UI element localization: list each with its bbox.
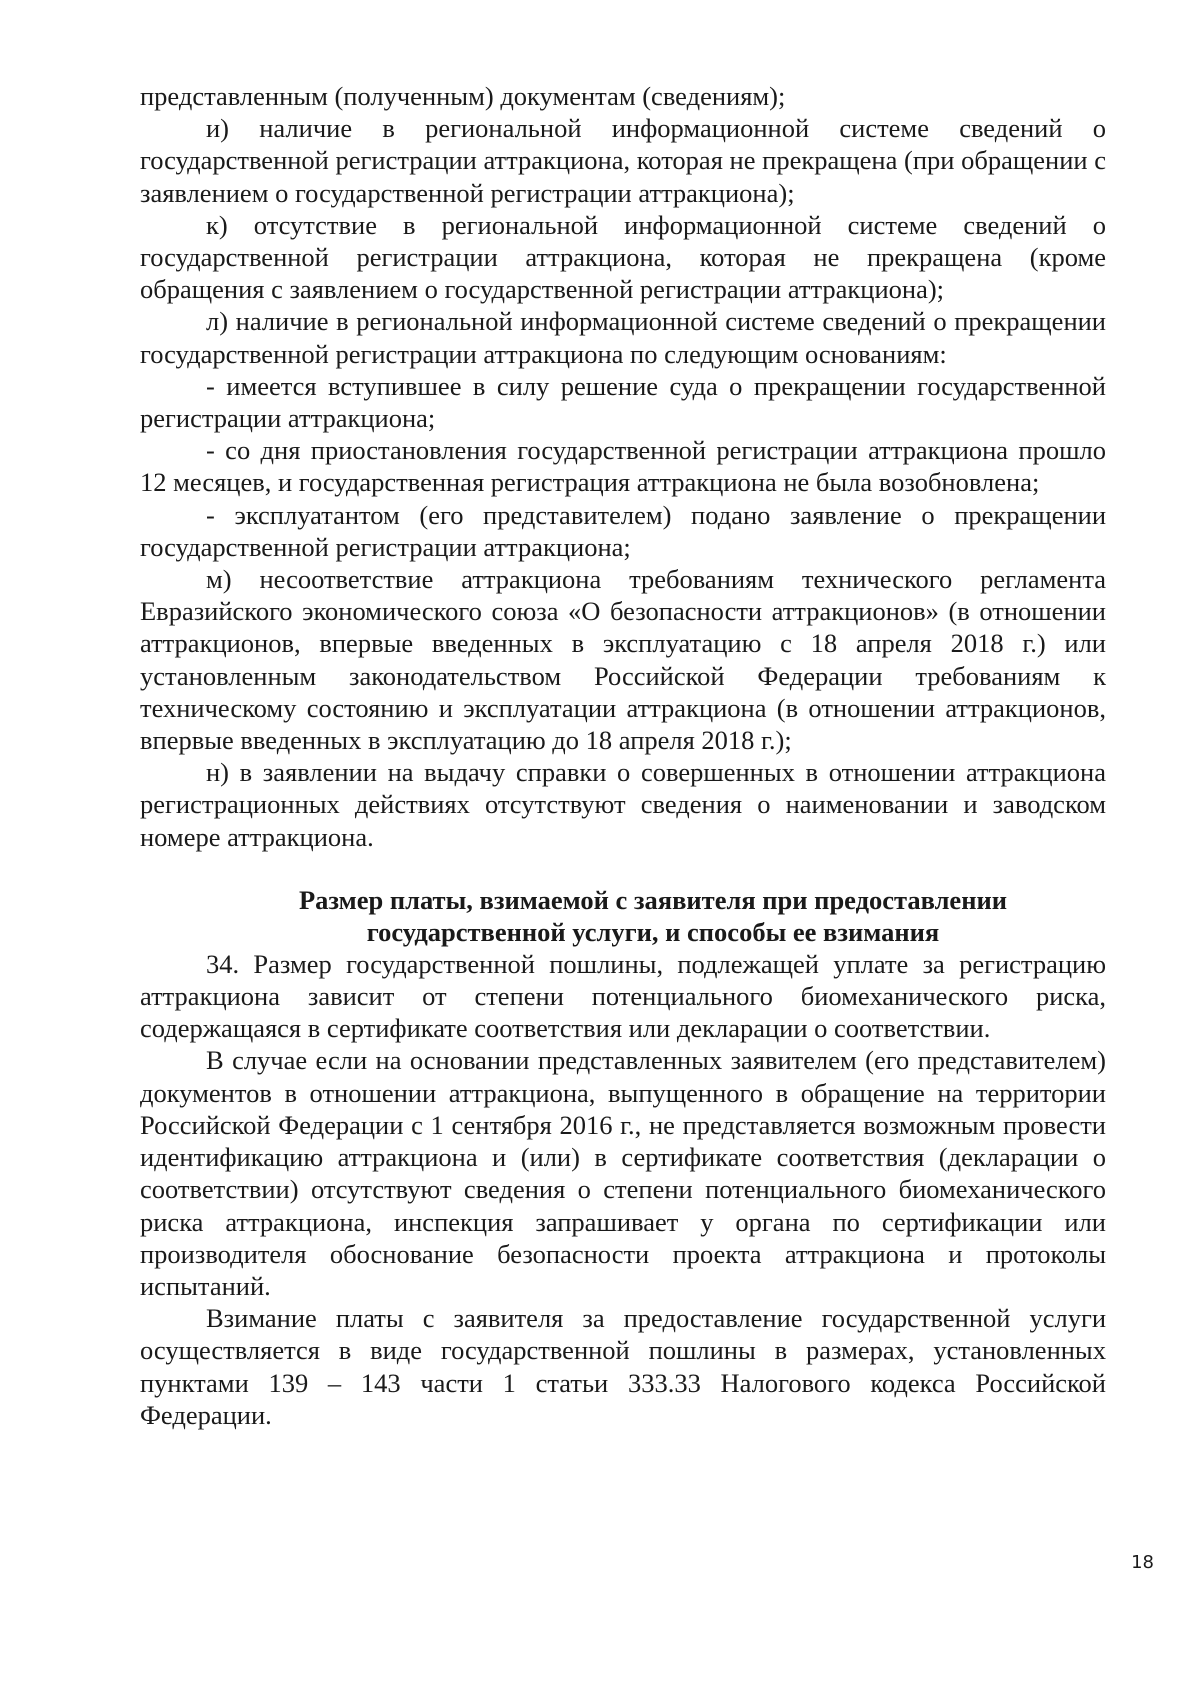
paragraph-continuation: представленным (полученным) документам (сведениям); <box>140 81 786 111</box>
paragraph-dash-court-decision: - имеется вступившее в силу решение суда о прекращении государственной регистрации аттракциона; <box>140 370 1106 434</box>
paragraph-item-n: н) в заявлении на выдачу справки о совершенных в отношении аттракциона регистрационных действиях отсутствуют сведения о наименовании и заводском номере аттракциона. <box>140 757 1106 852</box>
section-heading-line1: Размер платы, взимаемой с заявителя при предоставлении <box>298 884 1008 915</box>
paragraph-item-k: к) отсутствие в региональной информационной системе сведений о государственной регистрации аттракциона, которая не прекращена (кроме обращения с заявлением о государственной регистрации аттракциона); <box>140 209 1106 305</box>
paragraph-item-l: л) наличие в региональной информационной системе сведений о прекращении государственной регистрации аттракциона по следующим основаниям: <box>140 306 1106 369</box>
paragraph-item-i: и) наличие в региональной информационной системе сведений о государственной регистрации аттракциона, которая не прекращена (при обращении с заявлением о государственной регистрации аттракциона); <box>140 113 1106 208</box>
paragraph-34: 34. Размер государственной пошлины, подлежащей уплате за регистрацию аттракциона зависит от степени потенциального биомеханического риска, содержащаяся в сертификате соответствия или декларации о соответствии. <box>140 948 1106 1044</box>
section-heading <box>140 884 1106 948</box>
paragraph-identification: В случае если на основании представленных заявителем (его представителем) документов в отношении аттракциона, выпущенного в обращение на территории Российской Федерации с 1 сентября 2016 г., не представляется возможным провести идентификацию аттракциона и (или) в сертификате соответствия (декларации о соответствии) отсутствуют сведения о степени потенциального биомеханического риска аттракциона, инспекция запрашивает у органа по сертификации или производителя обоснование безопасности проекта аттракциона и протоколы испытаний. <box>140 1045 1106 1301</box>
paragraph-dash-suspension: - со дня приостановления государственной регистрации аттракциона прошло 12 месяцев, и государственная регистрация аттракциона не была возобновлена; <box>140 435 1106 498</box>
page-number: 18 <box>1131 1552 1154 1573</box>
section-heading-line2: государственной услуги, и способы ее взимания <box>366 916 940 947</box>
document-body <box>140 80 1106 1431</box>
paragraph-item-m: м) несоответствие аттракциона требованиям технического регламента Евразийского экономического союза «О безопасности аттракционов» (в отношении аттракционов, впервые введенных в эксплуатацию с 18 апреля 2018 г.) или установленным законодательством Российской Федерации требованиям к техническому состоянию и эксплуатации аттракциона (в отношении аттракционов, впервые введенных в эксплуатацию до 18 апреля 2018 г.); <box>140 564 1106 756</box>
paragraph-fee-collection: Взимание платы с заявителя за предоставление государственной услуги осуществляется в виде государственной пошлины в размерах, установленных пунктами 139 – 143 части 1 статьи 333.33 Налогового кодекса Российской Федерации. <box>140 1303 1106 1430</box>
paragraph-dash-operator-request: - эксплуатантом (его представителем) подано заявление о прекращении государственной регистрации аттракциона; <box>140 499 1106 562</box>
